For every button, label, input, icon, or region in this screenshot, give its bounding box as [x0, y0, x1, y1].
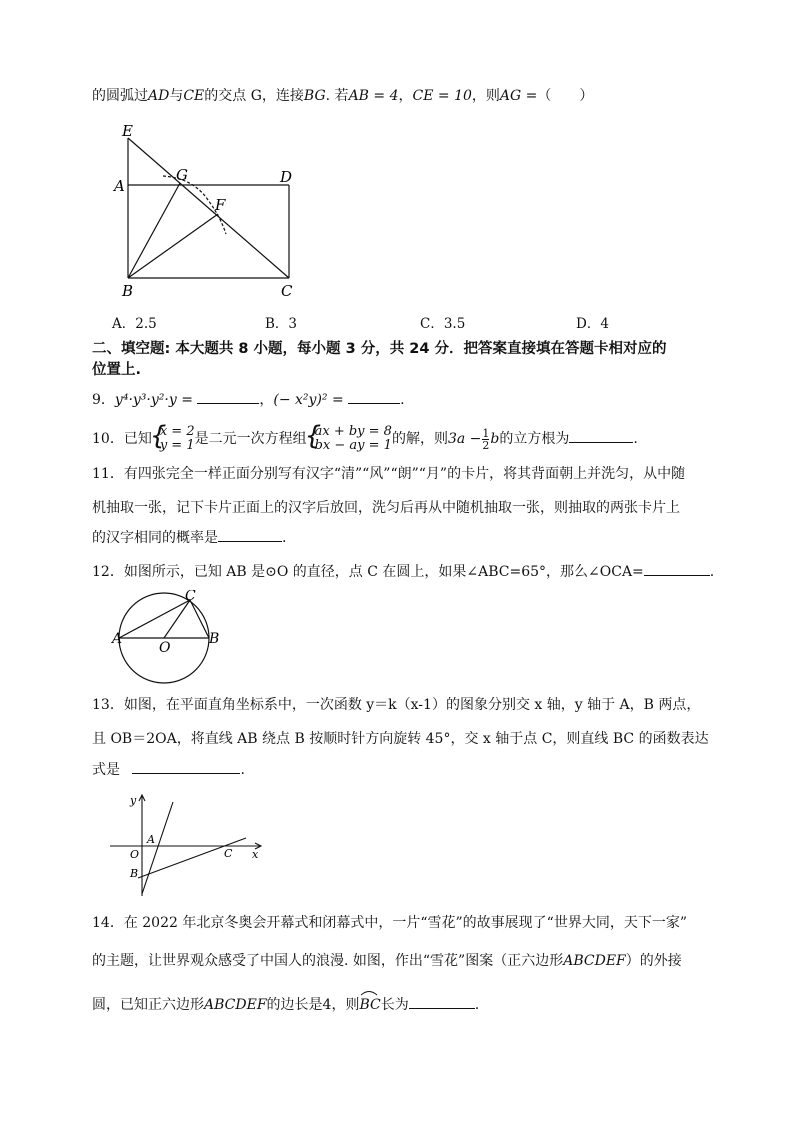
q11-end: .: [282, 530, 287, 546]
q14-line2: [92, 951, 682, 971]
q8-line-ec: [128, 138, 289, 278]
q8-label-g: G: [176, 166, 188, 184]
q12-text: 12．如图所示，已知 AB 是⊙O 的直径，点 C 在圆上，如果∠ABC=65°，那么∠OCA=: [92, 564, 644, 580]
q10-fraction: [482, 428, 489, 451]
q12-label-c: C: [185, 590, 196, 604]
q10-tail: 的立方根为: [499, 431, 570, 447]
q10-end: .: [633, 431, 638, 447]
q13-label-c: C: [224, 847, 233, 860]
q8-answer-paren: （ ）: [537, 88, 594, 104]
q9-end: .: [400, 392, 405, 408]
q13-figure: [108, 790, 268, 900]
q14-hexagon-name-2: ABCDEF: [204, 997, 267, 1013]
q9-number: 9．: [92, 392, 115, 408]
q13-blank[interactable]: [132, 759, 240, 774]
q10-expr-a: 3a −: [447, 431, 482, 447]
q14-line2-text: 的主题，让世界观众感受了中国人的浪漫. 如图，作出“雪花”图案（正六边形: [92, 953, 564, 969]
q8-choice-a: A．2.5: [112, 316, 157, 332]
q8-choice-c: C．3.5: [420, 316, 466, 332]
q14-end: .: [474, 997, 480, 1013]
q10-system2: [307, 425, 392, 453]
q11-line3: [92, 527, 286, 548]
q13-line2: 且 OB＝2OA，将直线 AB 绕点 B 按顺时针方向旋转 45°，交 x 轴于点 C，则直线 BC 的函数表达: [92, 731, 709, 747]
q10-blank[interactable]: [569, 428, 633, 443]
q11-line2: 机抽取一张，记下卡片正面上的汉字后放回，洗匀后再从中随机抽取一张，则抽取的两张卡片上: [92, 500, 680, 516]
q13-end: .: [240, 762, 245, 778]
q13-line3: [92, 759, 245, 780]
q8-label-c: C: [281, 282, 293, 300]
q9-sep: ，: [259, 392, 274, 408]
q9: [92, 389, 405, 410]
q9-expr1: y⁴·y³·y²·y =: [114, 392, 193, 408]
q8-label-b: B: [122, 282, 134, 300]
q9-blank1[interactable]: [197, 389, 259, 404]
q8-text-4: . 若: [325, 88, 349, 104]
q9-expr2: (− x²y)² =: [273, 392, 344, 408]
q12-label-b: B: [209, 631, 220, 647]
q10-sys1-a: { x = 2: [159, 424, 195, 439]
q8-choice-d: D．4: [576, 316, 609, 332]
q13-line1: 13．如图，在平面直角坐标系中，一次函数 y＝k（x-1）的图象分别交 x 轴，y 轴于 A，B 两点，: [92, 697, 701, 713]
q12-line-oc: [164, 600, 190, 638]
q8-line-bg: [128, 183, 180, 278]
q12-label-a: A: [112, 631, 123, 647]
q8-text-2: 与: [169, 88, 184, 104]
q13-line-ab: [142, 802, 173, 894]
q8-label-a: A: [114, 177, 125, 195]
q8-text-3: 的交点 G，连接: [204, 88, 304, 104]
q8-line-bf: [128, 214, 218, 278]
q13-label-x: x: [252, 848, 259, 861]
q10-expr-b: b: [490, 431, 500, 447]
section2-heading-line1: 二、填空题: 本大题共 8 小题，每小题 3 分，共 24 分．把答案直接填在答题卡相对应的: [92, 341, 667, 357]
q14-arc-label: BC: [359, 997, 381, 1013]
q8-label-d: D: [280, 168, 293, 186]
q14-line3-text2: 的边长是: [266, 997, 323, 1013]
q12: [92, 561, 714, 582]
q13-label-o: O: [130, 848, 140, 861]
q10-sys2-a: { ax + by = 8: [314, 424, 392, 439]
q13-line3-text: 式是: [92, 762, 120, 778]
q12-line-bc: [190, 600, 209, 638]
q11-line1: 11．有四张完全一样正面分别写有汉字“清”“风”“朗”“月”的卡片，将其背面朝上并洗匀，从中随: [92, 466, 686, 482]
q12-label-o: O: [159, 640, 171, 656]
q14-side-length: 4: [322, 997, 332, 1013]
q10-text-mid: 是二元一次方程组: [194, 431, 307, 447]
q8-label-e: E: [122, 122, 133, 140]
q8-text-5: ，: [398, 88, 413, 104]
q14-line1: 14．在 2022 年北京冬奥会开幕式和闭幕式中，一片“雪花”的故事展现了“世界大同，天下一家”: [92, 915, 687, 931]
q10-text-mid2: 的解，则: [391, 431, 448, 447]
q14-line3-text3: ，则: [331, 997, 360, 1013]
q8-ad: AD: [148, 88, 170, 104]
q11-line3-text: 的汉字相同的概率是: [92, 530, 218, 546]
q10-sys1-b: y = 1: [159, 438, 195, 453]
section2-heading-line2: 位置上.: [92, 362, 142, 378]
q14-line3-text: 圆，已知正六边形: [92, 997, 204, 1013]
q8-figure: [108, 118, 308, 300]
q9-blank2[interactable]: [348, 389, 400, 404]
q12-end: .: [709, 564, 715, 580]
q8-bg: BG: [303, 88, 326, 104]
q8-ag-eq: AG =: [499, 88, 538, 104]
q14-arc-mark: [360, 990, 378, 996]
q10-frac-den: 2: [482, 438, 490, 452]
q14-blank[interactable]: [409, 994, 475, 1009]
q8-choice-b: B．3: [265, 316, 298, 332]
q10-number: 10．已知: [92, 431, 152, 447]
q14-arc-bc: [359, 995, 380, 1015]
q8-label-f: F: [215, 196, 226, 214]
q10-frac-num: 1: [482, 426, 490, 440]
q12-figure: [108, 590, 230, 686]
q14-line2-tail: ）的外接: [625, 953, 682, 969]
q12-line-ac: [119, 600, 190, 638]
q8-ce-eq: CE = 10: [412, 88, 472, 104]
q8-stem: [92, 86, 593, 106]
q14-hexagon-name: ABCDEF: [563, 953, 626, 969]
q10: [92, 424, 638, 454]
q11-blank[interactable]: [218, 527, 282, 542]
q8-ab-eq: AB = 4: [348, 88, 399, 104]
q8-text-1: 的圆弧过: [92, 88, 148, 104]
q8-ce: CE: [183, 88, 205, 104]
q10-system1: [152, 425, 195, 453]
q10-sys2-b: bx − ay = 1: [314, 438, 392, 453]
q13-label-b: B: [130, 867, 139, 880]
q13-label-a: A: [147, 833, 155, 846]
q13-label-y: y: [130, 794, 137, 807]
q12-blank[interactable]: [644, 561, 710, 576]
q14-line3: [92, 994, 479, 1015]
q8-text-6: ，则: [471, 88, 500, 104]
q14-line3-text4: 长为: [380, 997, 409, 1013]
